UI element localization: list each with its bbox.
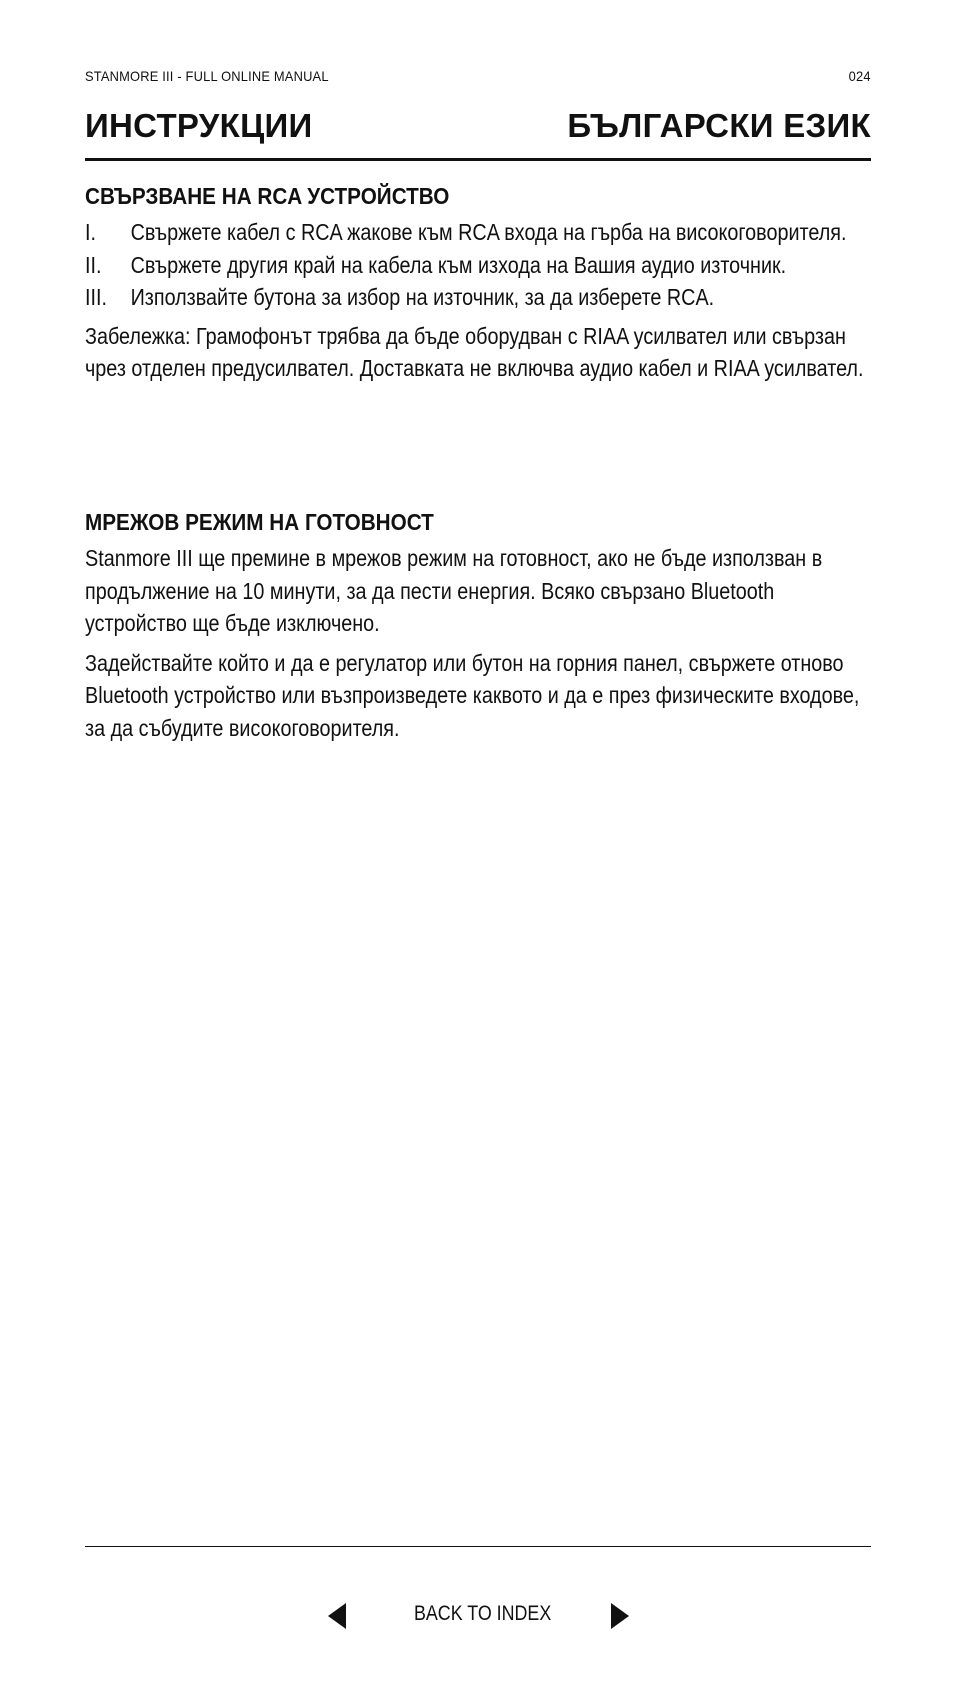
manual-page bbox=[85, 0, 871, 1696]
manual-title: STANMORE III - FULL ONLINE MANUAL bbox=[85, 68, 329, 84]
triangle-left-icon[interactable] bbox=[328, 1603, 346, 1629]
list-item bbox=[85, 249, 871, 282]
footer-divider bbox=[85, 1546, 871, 1547]
back-to-index-link[interactable]: BACK TO INDEX bbox=[414, 1602, 552, 1625]
step-text: Използвайте бутона за избор на източник, за да изберете RCA. bbox=[130, 284, 715, 310]
standby-section-body bbox=[85, 542, 871, 744]
rca-steps-list bbox=[85, 216, 871, 314]
page-number: 024 bbox=[848, 68, 871, 84]
rca-section-title: СВЪРЗВАНЕ НА RCA УСТРОЙСТВО bbox=[85, 183, 450, 209]
standby-section bbox=[85, 507, 871, 751]
step-text: Свържете другия край на кабела към изхода на Вашия аудио източник. bbox=[130, 251, 787, 278]
list-item bbox=[85, 281, 871, 314]
rca-section bbox=[85, 181, 871, 392]
step-number: III. bbox=[85, 284, 107, 310]
heading-row bbox=[85, 106, 871, 161]
triangle-right-icon[interactable] bbox=[611, 1603, 629, 1629]
rca-section-body bbox=[85, 216, 871, 385]
language-title: БЪЛГАРСКИ ЕЗИК bbox=[567, 107, 871, 144]
list-item bbox=[85, 216, 871, 249]
standby-paragraph: Stanmore III ще премине в мрежов режим на готовност, ако не бъде използван в продължение на 10 минути, за да пести енергия. Всяко свързано Bluetooth устройство ще бъде изключено. bbox=[85, 545, 823, 636]
step-text: Свържете кабел с RCA жакове към RCA входа на гърба на високоговорителя. bbox=[130, 219, 847, 245]
step-number: II. bbox=[85, 251, 102, 278]
step-number: I. bbox=[85, 219, 96, 245]
standby-paragraph: Задействайте който и да е регулатор или бутон на горния панел, свържете отново Bluetooth устройство или възпроизведете каквото и да е през физическите входове, за да събудите високоговорителя. bbox=[85, 649, 860, 741]
standby-section-title: МРЕЖОВ РЕЖИМ НА ГОТОВНОСТ bbox=[85, 509, 434, 535]
section-title: ИНСТРУКЦИИ bbox=[85, 107, 313, 144]
rca-note: Забележка: Грамофонът трябва да бъде оборудван с RIAA усилвател или свързан чрез отделен предусилвател. Доставката не включва аудио кабел и RIAA усилвател. bbox=[85, 322, 864, 381]
footer-navigation bbox=[85, 1600, 871, 1634]
